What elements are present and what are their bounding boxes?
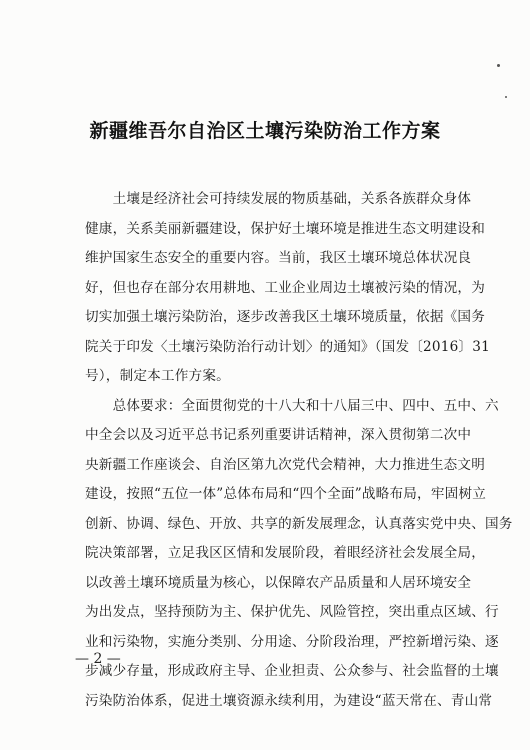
text-line: 央新疆工作座谈会、自治区第九次党代会精神，大力推进生态文明 (85, 456, 486, 473)
text-line: 切实加强土壤污染防治，逐步改善我区土壤环境质量，依据《国务 (85, 309, 486, 325)
text-line: 为出发点，坚持预防为主、保护优先、风险管控，突出重点区域、行 (85, 604, 499, 620)
text-line: 污染防治体系，促进土壤资源永续利用，为建设“蓝天常在、青山常 (85, 692, 493, 709)
text-line: 以改善土壤环境质量为核心，以保障农产品质量和人居环境安全 (85, 574, 472, 591)
document-body (85, 185, 513, 716)
text-line: 维护国家生态安全的重要内容。当前，我区土壤环境总体状况良 (85, 250, 472, 266)
text-line: 好，但也存在部分农用耕地、工业企业周边土壤被污染的情况，为 (85, 279, 486, 296)
text-line: 土壤是经济社会可持续发展的物质基础，关系各族群众身体 (85, 191, 472, 207)
page-number: — 2 — (75, 651, 121, 667)
text-line: 步减少存量，形成政府主导、企业担责、公众参与、社会监督的土壤 (85, 663, 499, 679)
scan-speck (505, 96, 507, 98)
document-title: 新疆维吾尔自治区土壤污染防治工作方案 (89, 120, 441, 142)
text-line: 院决策部署，立足我区区情和发展阶段，着眼经济社会发展全局， (85, 545, 486, 561)
text-line: 总体要求：全面贯彻党的十八大和十八届三中、四中、五中、六 (85, 397, 499, 414)
text-line: 健康，关系美丽新疆建设，保护好土壤环境是推进生态文明建设和 (85, 220, 486, 237)
text-line: 院关于印发〈土壤污染防治行动计划〉的通知》（国发〔2016〕31 (85, 338, 490, 355)
text-line: 创新、协调、绿色、开放、共享的新发展理念，认真落实党中央、国务 (85, 515, 513, 532)
text-line: 业和污染物，实施分类别、分用途、分阶段治理，严控新增污染、逐 (85, 633, 499, 650)
scan-speck (497, 64, 500, 67)
text-line: 建设，按照“五位一体”总体布局和“四个全面”战略布局，牢固树立 (85, 486, 487, 502)
text-line: 号），制定本工作方案。 (85, 368, 230, 384)
text-line: 中全会以及习近平总书记系列重要讲话精神，深入贯彻第二次中 (85, 427, 472, 443)
